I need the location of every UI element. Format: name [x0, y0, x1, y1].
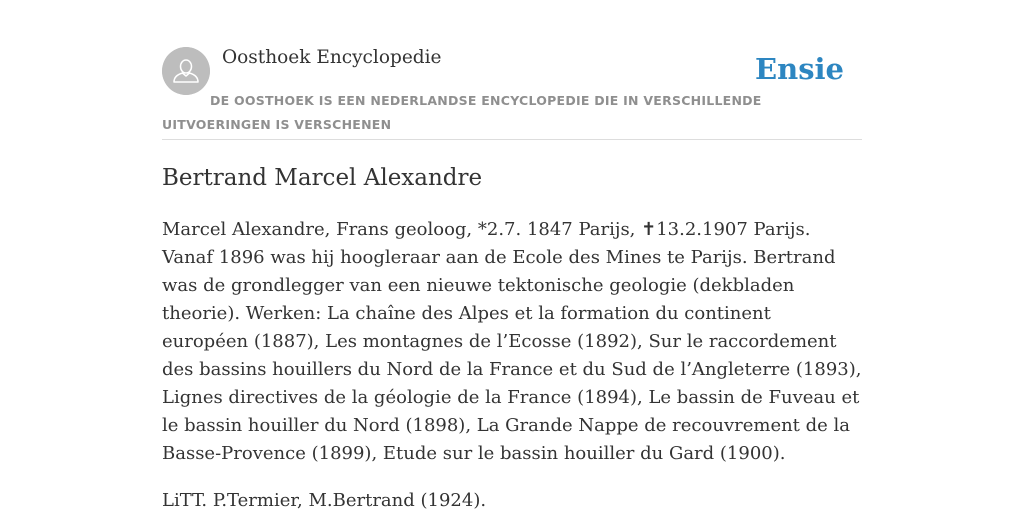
article-title: Bertrand Marcel Alexandre — [162, 165, 483, 191]
site-header — [162, 0, 862, 140]
site-name[interactable]: Oosthoek Encyclopedie — [222, 47, 442, 68]
article-body: Marcel Alexandre, Frans geoloog, *2.7. 1847 Parijs, ✝13.2.1907 Parijs. Vanaf 1896 was hij hoogleraar aan de Ecole des Mines te Parijs. Bertrand was de grondlegger van een nieuwe tektonische geologie (dekbladen theorie). Werken: La chaîne des Alpes et la formation du continent européen (1887), Les montagnes de l’Ecosse (1892), Sur le raccordement des bassins houillers du Nord de la France et du Sud de l’Angleterre (1893), Lignes directives de la géologie de la France (1894), Le bassin de Fuveau et le bassin houiller du Nord (1898), La Grande Nappe de recouvrement de la Basse-Provence (1899), Etude sur le bassin houiller du Gard (1900). — [162, 219, 862, 464]
avatar-svg — [162, 47, 210, 95]
site-tagline: DE OOSTHOEK IS EEN NEDERLANDSE ENCYCLOPEDIE DIE IN VERSCHILLENDE UITVOERINGEN IS VERSCHENEN — [162, 93, 762, 132]
page-container — [162, 0, 862, 511]
user-silhouette-icon[interactable] — [162, 47, 210, 95]
brand-logo[interactable]: Ensie — [755, 52, 844, 86]
article-literature: LiTT. P.Termier, M.Bertrand (1924). — [162, 490, 487, 511]
